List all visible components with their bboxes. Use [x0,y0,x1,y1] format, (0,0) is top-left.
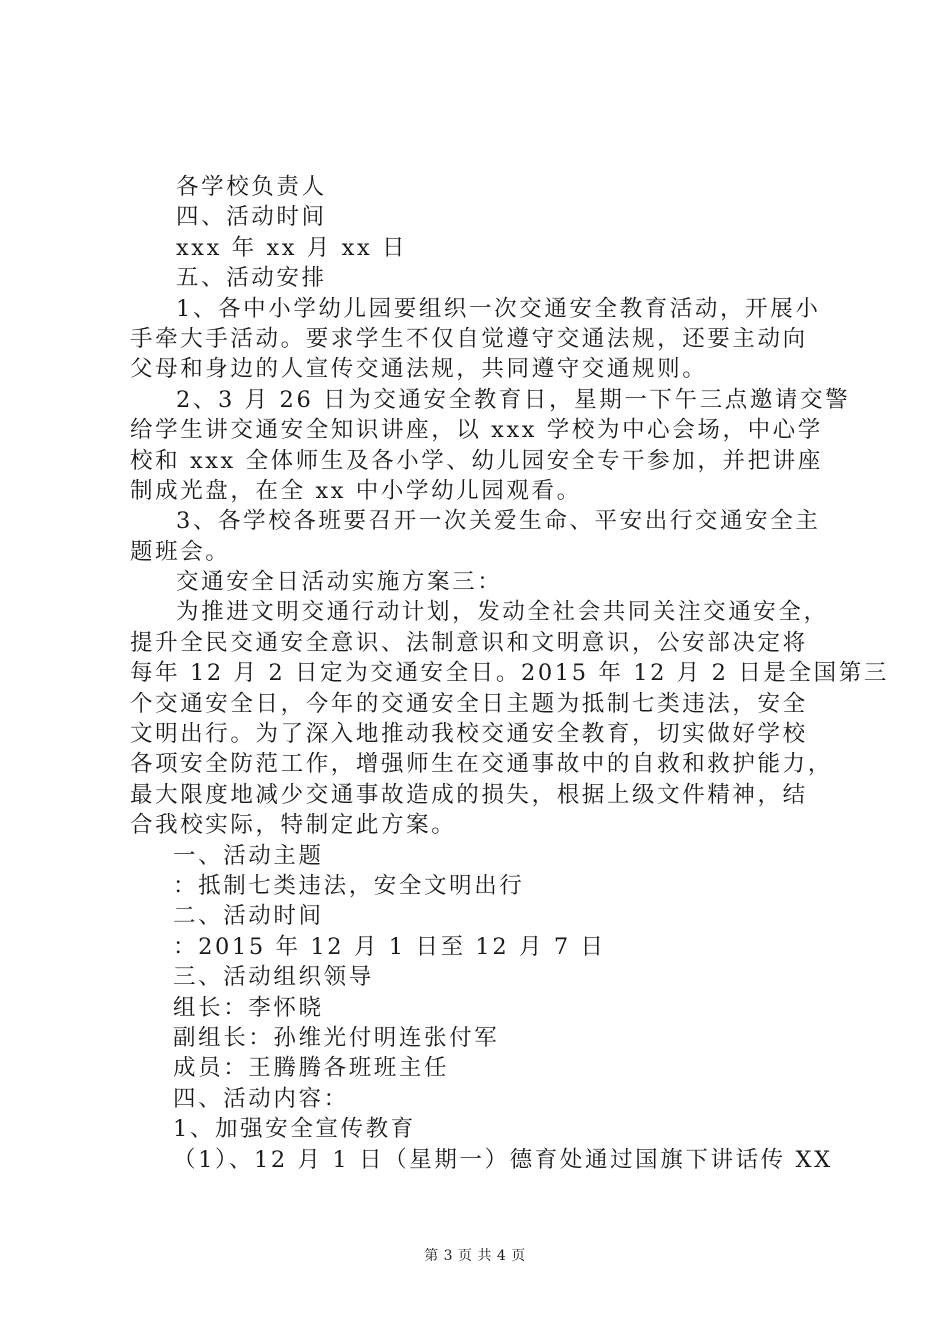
text-line: 各项安全防范工作，增强师生在交通事故中的自救和救护能力， [130,751,833,778]
text-line: 成员：王腾腾各班班主任 [173,1055,450,1082]
text-line: 副组长：孙维光付明连张付军 [173,1024,500,1051]
text-line: 每年 12 月 2 日定为交通安全日。2015 年 12 月 2 日是全国第三 [130,660,889,687]
text-line: ：抵制七类违法，安全文明出行 [173,872,525,899]
text-line: 组长：李怀晓 [173,994,324,1021]
text-line: 一、活动主题 [173,842,324,869]
text-line: 文明出行。为了深入地推动我校交通安全教育，切实做好学校 [130,721,808,748]
text-line: 四、活动内容： [173,1085,349,1112]
text-line: 四、活动时间 [176,204,327,231]
text-line: 提升全民交通安全意识、法制意识和文明意识，公安部决定将 [130,629,808,656]
text-line: ：2015 年 12 月 1 日至 12 月 7 日 [173,933,606,960]
document-body [130,172,889,1175]
text-line: 校和 xxx 全体师生及各小学、幼儿园安全专干参加，并把讲座 [130,447,823,474]
text-line: 交通安全日活动实施方案三： [176,569,503,596]
text-line: 1、加强安全宣传教育 [173,1116,416,1143]
text-line: 2、3 月 26 日为交通安全教育日，星期一下午三点邀请交警 [176,386,851,413]
text-line: 题班会。 [130,538,231,565]
text-line: 五、活动安排 [176,265,327,292]
text-line: 二、活动时间 [173,903,324,930]
text-line: 1、各中小学幼儿园要组织一次交通安全教育活动，开展小 [176,295,821,322]
text-line: 合我校实际，特制定此方案。 [130,812,457,839]
page-footer: 第 3 页 共 4 页 [424,1248,526,1264]
text-line: （1）、12 月 1 日（星期一）德育处通过国旗下讲话传 XX [173,1146,833,1173]
text-line: 给学生讲交通安全知识讲座，以 xxx 学校为中心会场，中心学 [130,417,823,444]
text-line: 制成光盘，在全 xx 中小学幼儿园观看。 [130,477,582,504]
text-line: 三、活动组织领导 [173,964,374,991]
text-line: 父母和身边的人宣传交通法规，共同遵守交通规则。 [130,356,708,383]
text-line: 3、各学校各班要召开一次关爱生命、平安出行交通安全主 [176,508,821,535]
text-line: 手牵大手活动。要求学生不仅自觉遵守交通法规，还要主动向 [130,325,808,352]
text-line: 各学校负责人 [176,174,327,200]
text-line: 个交通安全日，今年的交通安全日主题为抵制七类违法，安全 [130,690,808,717]
text-line: 最大限度地减少交通事故造成的损失，根据上级文件精神，结 [130,781,808,808]
text-line: 为推进文明交通行动计划，发动全社会共同关注交通安全， [176,599,829,626]
text-line: xxx 年 xx 月 xx 日 [176,234,408,261]
